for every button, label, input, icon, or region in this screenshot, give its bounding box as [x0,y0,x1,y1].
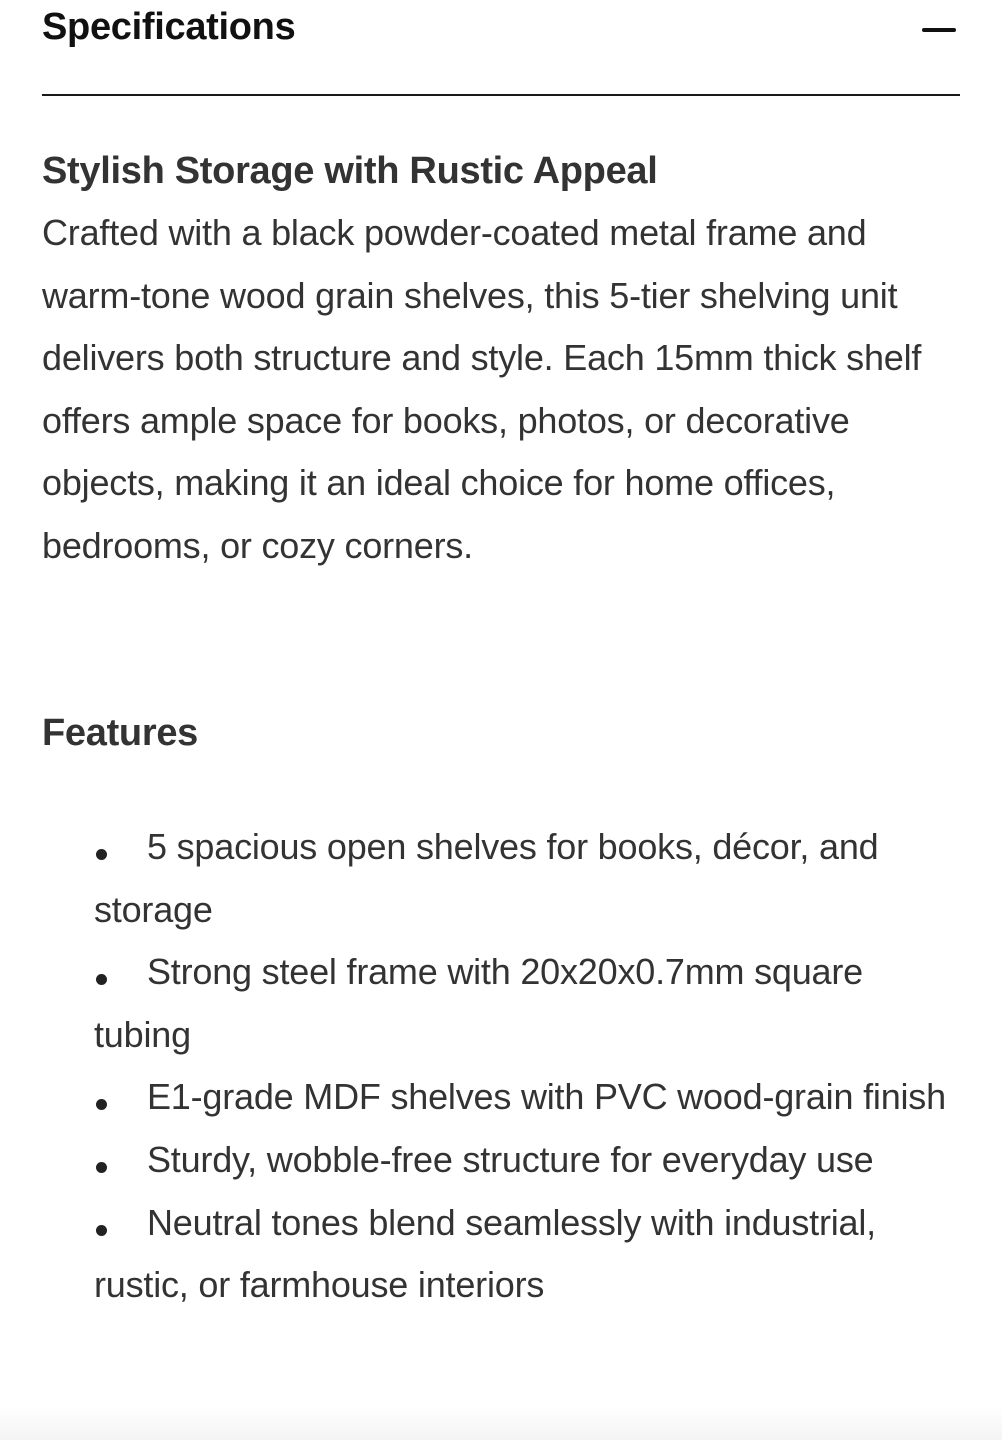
section-title: Specifications [42,6,296,48]
list-item [94,816,960,941]
description-text: Crafted with a black powder-coated metal frame and warm-tone wood grain shelves, this 5-tier shelving unit delivers both structure and style. Each 15mm thick shelf offers ample space for books, photos, or decorative objects, making it an ideal choice for home offices, bedrooms, or cozy corners. [42,212,922,566]
description-block [42,140,960,578]
list-item [94,941,960,1066]
feature-text: Strong steel frame with 20x20x0.7mm square tubing [94,951,863,1055]
scroll-fade [0,1406,1002,1440]
features-heading: Features [42,712,199,754]
description-heading: Stylish Storage with Rustic Appeal [42,150,658,192]
minus-icon [922,28,956,32]
feature-text: 5 spacious open shelves for books, décor, and storage [94,826,879,930]
feature-text: E1-grade MDF shelves with PVC wood-grain finish [147,1076,946,1118]
feature-text: Neutral tones blend seamlessly with industrial, rustic, or farmhouse interiors [94,1201,876,1306]
feature-text: Sturdy, wobble-free structure for everyday use [147,1138,874,1180]
features-list [94,816,960,1317]
list-item [94,1129,960,1192]
collapse-button[interactable] [920,14,958,46]
specifications-header[interactable] [42,0,960,96]
list-item [94,1066,960,1129]
list-item [94,1192,960,1317]
